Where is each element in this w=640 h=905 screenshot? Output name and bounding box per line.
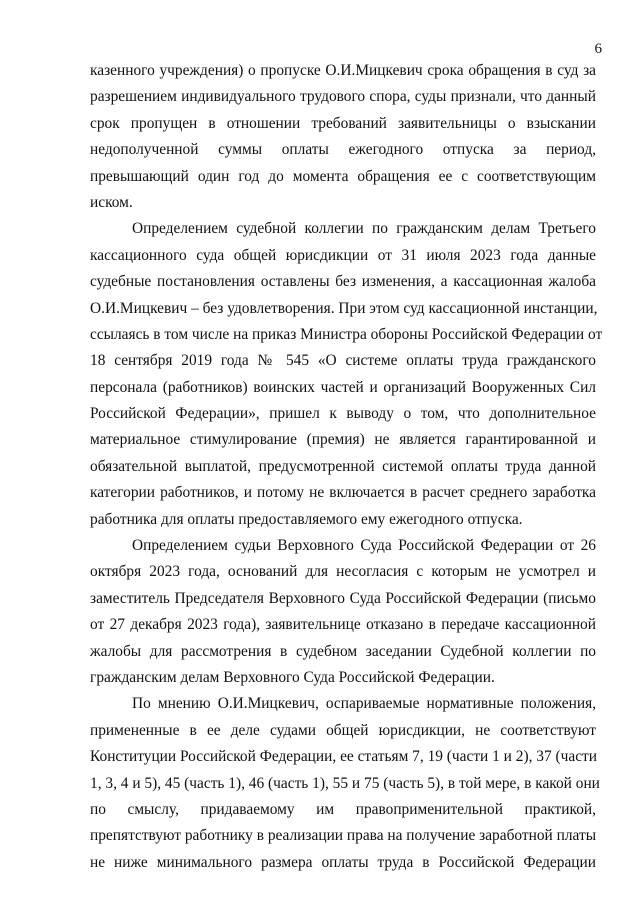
text-line: по смыслу, придаваемому им правоприменительной практикой, — [90, 800, 596, 818]
text-line: 18 сентября 2019 года № 545 «О системе оплаты труда гражданского — [90, 352, 596, 370]
text-line: препятствуют работнику в реализации права на получение заработной платы — [90, 827, 597, 845]
text-line: Конституции Российской Федерации, ее статьям 7, 19 (части 1 и 2), 37 (части — [90, 748, 598, 766]
text-line: 1, 3, 4 и 5), 45 (часть 1), 46 (часть 1), 55 и 75 (часть 5), в той мере, в какой они — [90, 774, 600, 792]
text-line: обязательной выплатой, предусмотренной системой оплаты труда данной — [90, 457, 596, 475]
text-line: ссылаясь в том числе на приказ Министра обороны Российской Федерации от — [90, 325, 603, 343]
text-line: от 27 декабря 2023 года), заявительнице отказано в передаче кассационной — [90, 616, 596, 634]
text-line: Определением судьи Верховного Суда Российской Федерации от 26 — [132, 537, 596, 555]
text-line: иском. — [90, 193, 133, 211]
text-line: заместитель Председателя Верховного Суда Российской Федерации (письмо — [90, 589, 596, 607]
text-line: работника для оплаты предоставляемого ему ежегодного отпуска. — [90, 510, 523, 528]
text-line: персонала (работников) воинских частей и организаций Вооруженных Сил — [90, 378, 596, 396]
page-number: 6 — [594, 41, 602, 57]
text-line: Определением судебной коллегии по гражданским делам Третьего — [132, 220, 596, 238]
text-line: судебные постановления оставлены без изменения, а кассационная жалоба — [90, 273, 596, 291]
text-line: октября 2023 года, оснований для несогласия с которым не усмотрел и — [90, 563, 596, 581]
text-line: примененные в ее деле судами общей юрисдикции, не соответствуют — [90, 721, 596, 739]
text-line: О.И.Мицкевич – без удовлетворения. При этом суд кассационной инстанции, — [90, 299, 598, 317]
text-line: разрешением индивидуального трудового спора, суды признали, что данный — [90, 88, 596, 106]
text-line: категории работников, и потому не включается в расчет среднего заработка — [90, 484, 596, 502]
text-line: Российской Федерации», пришел к выводу о том, что дополнительное — [90, 405, 596, 423]
text-line: срок пропущен в отношении требований заявительницы о взыскании — [90, 114, 596, 132]
text-line: кассационного суда общей юрисдикции от 31 июля 2023 года данные — [90, 246, 596, 264]
text-line: материальное стимулирование (премия) не является гарантированной и — [90, 431, 596, 449]
text-line: превышающий один год до момента обращения ее с соответствующим — [90, 167, 596, 185]
text-line: жалобы для рассмотрения в судебном заседании Судебной коллегии по — [90, 642, 596, 660]
text-line: казенного учреждения) о пропуске О.И.Мицкевич срока обращения в суд за — [90, 62, 596, 79]
text-line: гражданским делам Верховного Суда Российской Федерации. — [90, 668, 495, 686]
text-line: недополученной суммы оплаты ежегодного отпуска за период, — [90, 141, 596, 159]
text-line: не ниже минимального размера оплаты труда в Российской Федерации — [90, 853, 596, 871]
text-line: По мнению О.И.Мицкевич, оспариваемые нормативные положения, — [132, 695, 596, 713]
document-body — [90, 58, 603, 876]
